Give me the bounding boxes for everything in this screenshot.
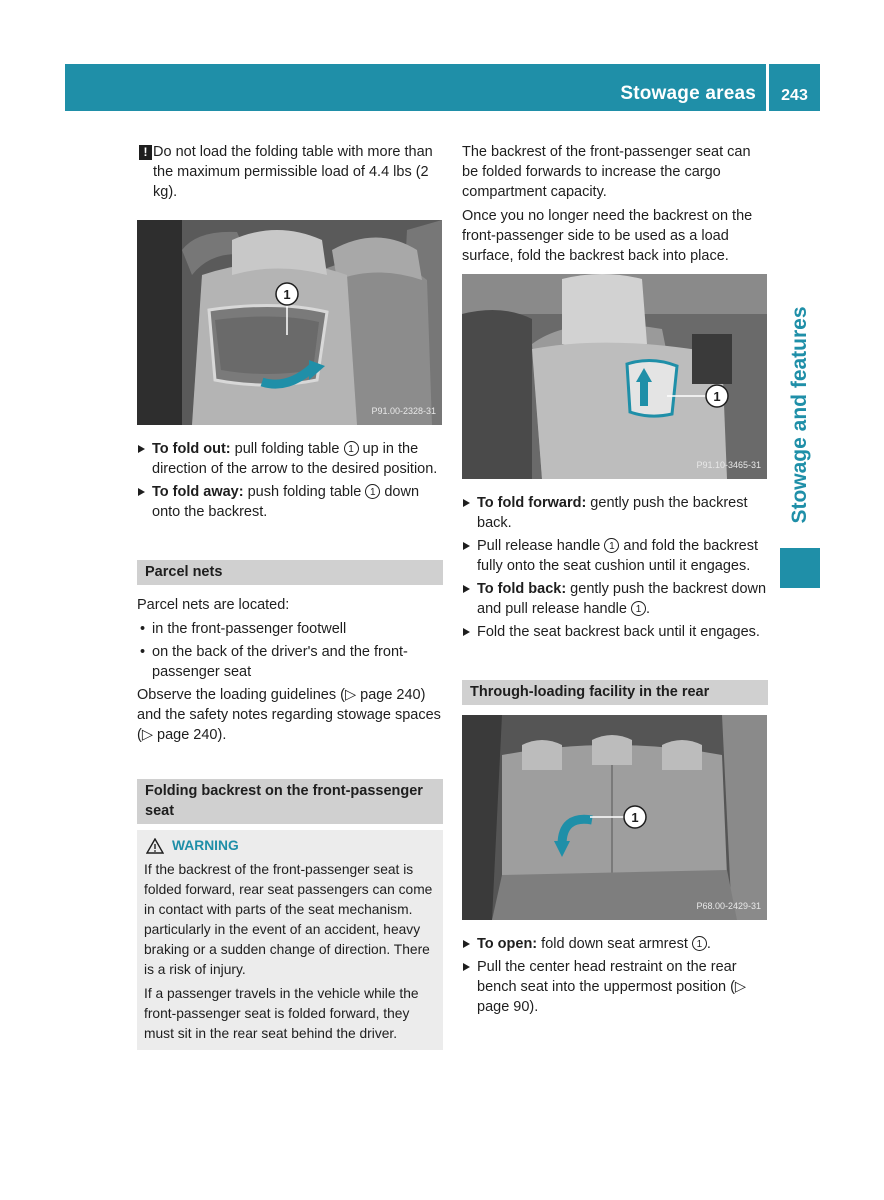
- caution-note: [137, 142, 443, 202]
- warning-title: [144, 836, 436, 856]
- step-pull-release: [462, 536, 768, 576]
- figure-folding-table: [137, 220, 442, 425]
- side-tab-label: Stowage and features: [788, 306, 811, 524]
- callout-ref-1: 1: [344, 441, 359, 456]
- step-fold-seat-back: Fold the seat backrest back until it engages.: [462, 622, 768, 642]
- step-label: To fold forward:: [477, 495, 587, 511]
- rear-bench-photo: [462, 715, 767, 920]
- step-to-open: [462, 934, 768, 954]
- figure-code: P91.10-3465-31: [696, 460, 761, 470]
- callout-1: 1: [631, 810, 639, 825]
- page-number: 243: [769, 64, 820, 111]
- heading-through-loading: Through-loading facility in the rear: [462, 680, 768, 705]
- step-text: and fold the backrest fully onto the seat cushion until it engages.: [477, 538, 759, 574]
- step-label: To open:: [477, 936, 538, 952]
- callout-ref-1: 1: [692, 936, 707, 951]
- warning-label: WARNING: [172, 838, 239, 853]
- parcel-intro: Parcel nets are located:: [137, 597, 290, 613]
- paragraph: Once you no longer need the backrest on the front-passenger side to be used as a load surface, fold the backrest back into place.: [462, 208, 753, 264]
- heading-folding-backrest: Folding backrest on the front-passenger seat: [137, 779, 443, 824]
- step-fold-back: [462, 579, 768, 619]
- figure-rear-bench: [462, 715, 767, 920]
- callout-1: 1: [713, 389, 721, 404]
- step-text: .: [645, 601, 651, 617]
- step-label: To fold out:: [152, 441, 231, 457]
- header-bar: [65, 64, 766, 111]
- step-text: up in the direction of the arrow to the desired position.: [152, 441, 438, 477]
- step-text: gently push the backrest back.: [477, 495, 748, 531]
- step-text: push folding table: [243, 484, 366, 500]
- left-column: [137, 142, 443, 1050]
- parcel-observe: Observe the loading guidelines (▷ page 240) and the safety notes regarding stowage spaces (▷ page 240).: [137, 687, 441, 743]
- step-fold-out: [137, 439, 443, 479]
- warning-text: If a passenger travels in the vehicle while the front-passenger seat is folded forward, they must sit in the rear seat behind the driver.: [144, 986, 419, 1041]
- list-item: • on the back of the driver's and the front-passenger seat: [137, 642, 443, 682]
- warning-triangle-icon: [146, 838, 164, 854]
- section-title: Stowage areas: [620, 83, 756, 104]
- step-text: gently push the backrest down and pull release handle: [477, 581, 767, 617]
- step-label: To fold away:: [152, 484, 244, 500]
- callout-ref-1: 1: [365, 484, 380, 499]
- step-text: fold down seat armrest: [537, 936, 692, 952]
- step-text: Pull release handle: [477, 538, 605, 554]
- paragraph: The backrest of the front-passenger seat can be folded forwards to increase the cargo compartment capacity.: [462, 144, 751, 200]
- caution-note-text: Do not load the folding table with more than the maximum permissible load of 4.4 lbs (2 kg).: [153, 144, 433, 200]
- callout-1: 1: [283, 287, 291, 302]
- folding-table-photo: [137, 220, 442, 425]
- exclamation-icon: !: [139, 145, 152, 160]
- step-pull-center: Pull the center head restraint on the rear bench seat into the uppermost position (▷ page 90).: [462, 957, 768, 1017]
- side-tab: [780, 290, 820, 540]
- callout-ref-1: 1: [631, 601, 646, 616]
- heading-parcel-nets: Parcel nets: [137, 560, 443, 585]
- step-fold-forward: [462, 493, 768, 533]
- step-fold-away: [137, 482, 443, 522]
- warning-text: If the backrest of the front-passenger seat is folded forward, rear seat passengers can come in contact with parts of the seat mechanism. particularly in the event of an accident, heavy braking or a sudden change of direction. There is a risk of injury.: [144, 862, 433, 977]
- step-label: To fold back:: [477, 581, 567, 597]
- right-column: [462, 142, 768, 1020]
- list-item: • in the front-passenger footwell: [137, 619, 443, 639]
- step-text: .: [706, 936, 711, 952]
- figure-code: P68.00-2429-31: [696, 901, 761, 911]
- side-tab-marker: [780, 548, 820, 588]
- figure-code: P91.00-2328-31: [371, 406, 436, 416]
- callout-ref-1: 1: [604, 538, 619, 553]
- step-text: pull folding table: [230, 441, 344, 457]
- warning-box: [137, 830, 443, 1050]
- figure-front-seat: [462, 274, 767, 479]
- front-seat-photo: [462, 274, 767, 479]
- step-text: down onto the backrest.: [152, 484, 420, 520]
